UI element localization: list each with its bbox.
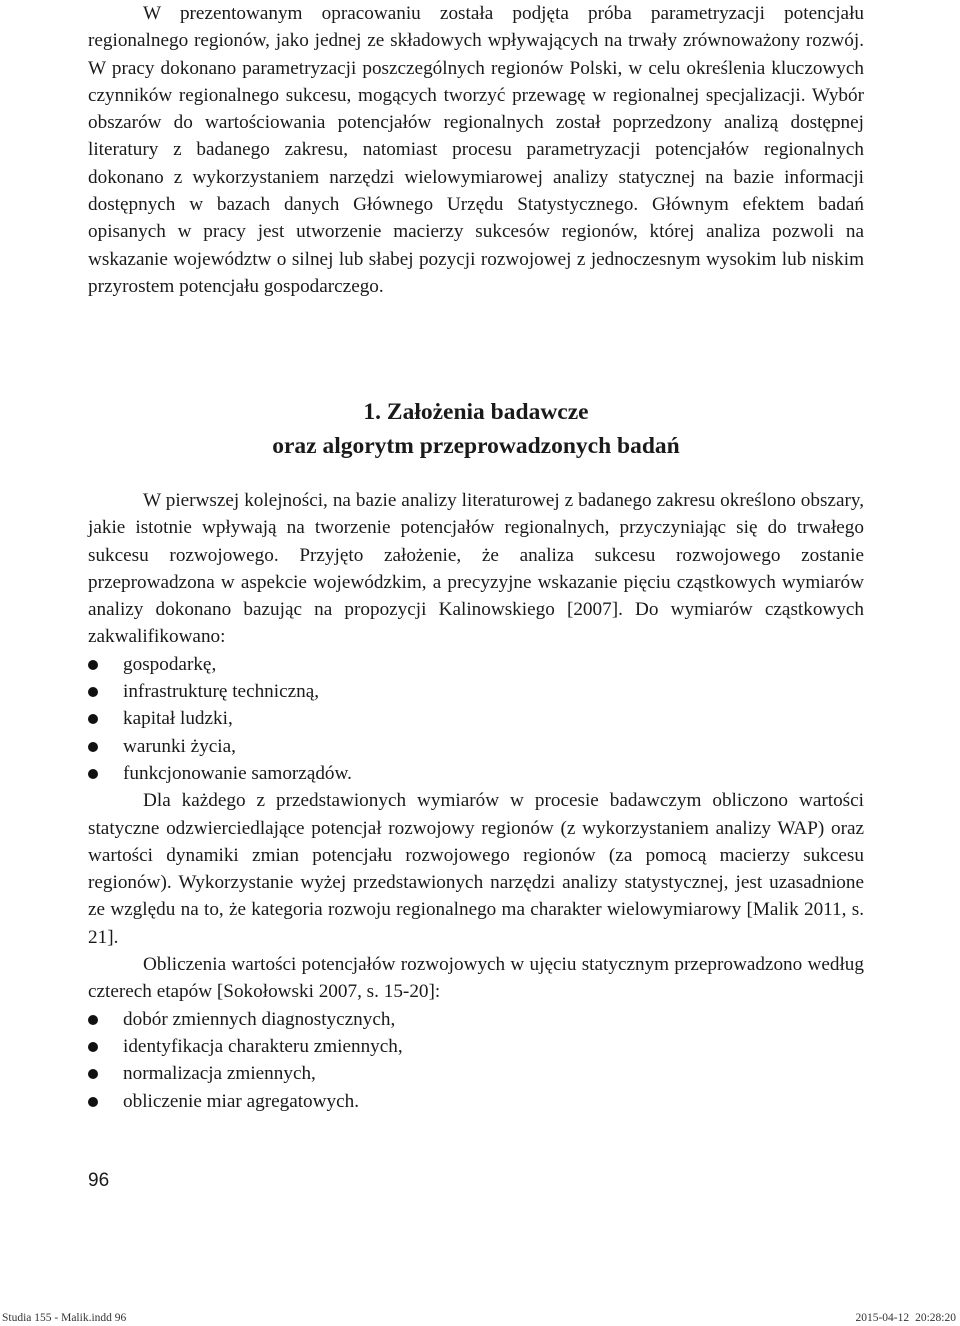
print-slug-timestamp [855,1312,956,1324]
section-paragraph-3: Obliczenia wartości potencjałów rozwojowych w ujęciu statycznym przeprowadzono według czterech etapów [Sokołowski 2007, s. 15-20]: [88,954,864,1003]
section-body [88,487,864,1115]
section-paragraph-1: W pierwszej kolejności, na bazie analizy literaturowej z badanego zakresu określono obszary, jakie istotnie wpływają na tworzenie potencjałów regionalnych, przyczyniając się do trwałego sukcesu rozwojowego. Przyjęto założenie, że analiza sukcesu rozwojowego zostanie przeprowadzona w aspekcie wojewódzkim, a precyzyjne wskazanie pięciu cząstkowych wymiarów analizy dokonano bazując na propozycji Kalinowskiego [2007]. Do wymiarów cząstkowych zakwalifikowano: [88,490,864,648]
list-item [88,1033,864,1060]
section-title-line1: 1. Założenia badawcze [363,399,589,425]
list-item-text: gospodarkę, [123,653,217,675]
slug-date: 2015-04-12 [855,1312,910,1324]
slug-time: 20:28:20 [915,1312,956,1324]
list-item [88,733,864,760]
bullet-icon [88,1042,98,1052]
list-item-text: identyfikacja charakteru zmiennych, [123,1035,403,1057]
bullet-icon [88,1069,98,1079]
bullet-icon [88,714,98,724]
bullet-icon [88,1097,98,1107]
list-item [88,1060,864,1087]
bullet-icon [88,1015,98,1025]
list-item [88,1006,864,1033]
intro-section [88,0,864,300]
print-slug-file: Studia 155 - Malik.indd 96 [2,1312,127,1324]
list-item-text: normalizacja zmiennych, [123,1063,316,1085]
stages-list [88,1006,864,1115]
list-item-text: infrastrukturę techniczną, [123,681,320,703]
section-heading [88,395,864,463]
bullet-icon [88,742,98,752]
list-item [88,651,864,678]
list-item [88,705,864,732]
list-item-text: obliczenie miar agregatowych. [123,1090,360,1112]
dimensions-list [88,651,864,787]
bullet-icon [88,660,98,670]
list-item [88,760,864,787]
list-item-text: dobór zmiennych diagnostycznych, [123,1008,396,1030]
bullet-icon [88,687,98,697]
bullet-icon [88,769,98,779]
list-item-text: kapitał ludzki, [123,708,233,730]
intro-paragraph: W prezentowanym opracowaniu została podjęta próba parametryzacji potencjału regionalnego regionów, jako jednej ze składowych wpływających na trwały zrównoważony rozwój. W pracy dokonano parametryzacji poszczególnych regionów Polski, w celu określenia kluczowych czynników regionalnego sukcesu, mogących tworzyć przewagę w regionalnej specjalizacji. Wybór obszarów do wartościowania potencjałów regionalnych został poprzedzony analizą dostępnej literatury z badanego zakresu, natomiast procesu parametryzacji potencjałów regionalnych dokonano z wykorzystaniem narzędzi wielowymiarowej analizy statycznej na bazie informacji dostępnych w bazach danych Głównego Urzędu Statystycznego. Głównym efektem badań opisanych w pracy jest utworzenie macierzy sukcesów regionów, której analiza pozwoli na wskazanie województw o silnej lub słabej pozycji rozwojowej z jednoczesnym wysokim lub niskim przyrostem potencjału gospodarczego. [88,3,864,297]
list-item-text: funkcjonowanie samorządów. [123,762,352,784]
list-item [88,678,864,705]
list-item [88,1088,864,1115]
section-title-line2: oraz algorytm przeprowadzonych badań [272,433,680,459]
list-item-text: warunki życia, [123,735,236,757]
section-paragraph-2: Dla każdego z przedstawionych wymiarów w procesie badawczym obliczono wartości statyczne odzwierciedlające potencjał rozwojowy regionów (z wykorzystaniem analizy WAP) oraz wartości dynamiki zmian potencjału rozwojowego regionów (za pomocą macierzy sukcesu regionów). Wykorzystanie wyżej przedstawionych narzędzi analizy statystycznej, jest uzasadnione ze względu na to, że kategoria rozwoju regionalnego ma charakter wielowymiarowy [Malik 2011, s. 21]. [88,790,864,948]
page-number: 96 [88,1170,110,1191]
